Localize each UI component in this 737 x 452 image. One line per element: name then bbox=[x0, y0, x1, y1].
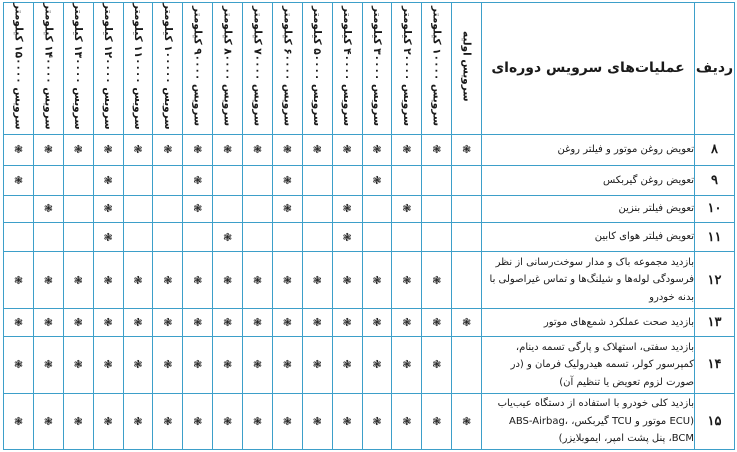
header-row bbox=[4, 3, 735, 135]
empty-cell bbox=[243, 222, 273, 251]
service-header bbox=[392, 3, 422, 135]
flower-mark-icon: ❃ bbox=[133, 414, 143, 428]
empty-cell bbox=[4, 195, 34, 222]
flower-mark-icon: ❃ bbox=[342, 143, 352, 157]
service-mark-cell bbox=[4, 134, 34, 166]
flower-mark-icon: ❃ bbox=[133, 143, 143, 157]
flower-mark-icon: ❃ bbox=[73, 316, 83, 330]
service-mark-cell bbox=[392, 393, 422, 449]
service-mark-cell bbox=[302, 252, 332, 308]
service-header bbox=[362, 3, 392, 135]
flower-mark-icon: ❃ bbox=[103, 230, 113, 244]
flower-mark-icon: ❃ bbox=[282, 173, 292, 187]
operation-description: بازدید مجموعه باک و مدار سوخت‌رسانی از نظر فرسودگی لوله‌ها و شیلنگ‌ها و تماس غیراصولی با بدنه خودرو bbox=[482, 252, 695, 308]
service-mark-cell bbox=[243, 308, 273, 336]
service-header-label: سرویس ۱۵۰۰۰۰ کیلومتر bbox=[12, 3, 25, 130]
service-mark-cell bbox=[183, 308, 213, 336]
row-number: ۱۰ bbox=[695, 195, 735, 222]
service-mark-cell bbox=[153, 308, 183, 336]
service-header bbox=[302, 3, 332, 135]
flower-mark-icon: ❃ bbox=[402, 316, 412, 330]
flower-mark-icon: ❃ bbox=[432, 316, 442, 330]
service-mark-cell bbox=[123, 252, 153, 308]
service-mark-cell bbox=[302, 337, 332, 393]
service-mark-cell bbox=[33, 393, 63, 449]
empty-cell bbox=[302, 166, 332, 195]
table-row bbox=[4, 308, 735, 336]
service-mark-cell bbox=[33, 195, 63, 222]
service-header bbox=[243, 3, 273, 135]
table-row bbox=[4, 222, 735, 251]
service-mark-cell bbox=[183, 393, 213, 449]
service-header-label: سرویس ۸۰۰۰۰ کیلومتر bbox=[221, 6, 234, 127]
flower-mark-icon: ❃ bbox=[193, 202, 203, 216]
empty-cell bbox=[153, 195, 183, 222]
flower-mark-icon: ❃ bbox=[342, 273, 352, 287]
operation-description: تعویض روغن گیربکس bbox=[482, 166, 695, 195]
service-mark-cell bbox=[332, 222, 362, 251]
flower-mark-icon: ❃ bbox=[282, 273, 292, 287]
service-mark-cell bbox=[302, 393, 332, 449]
service-header bbox=[4, 3, 34, 135]
empty-cell bbox=[452, 222, 482, 251]
flower-mark-icon: ❃ bbox=[222, 230, 233, 244]
service-mark-cell bbox=[63, 252, 93, 308]
service-mark-cell bbox=[33, 337, 63, 393]
service-mark-cell bbox=[63, 308, 93, 336]
service-mark-cell bbox=[452, 134, 482, 166]
flower-mark-icon: ❃ bbox=[103, 143, 113, 157]
flower-mark-icon: ❃ bbox=[282, 316, 292, 330]
service-mark-cell bbox=[93, 134, 123, 166]
flower-mark-icon: ❃ bbox=[432, 143, 442, 157]
service-mark-cell bbox=[213, 393, 243, 449]
flower-mark-icon: ❃ bbox=[342, 202, 352, 216]
service-header bbox=[93, 3, 123, 135]
flower-mark-icon: ❃ bbox=[13, 173, 24, 187]
flower-mark-icon: ❃ bbox=[402, 143, 412, 157]
flower-mark-icon: ❃ bbox=[43, 143, 53, 157]
empty-cell bbox=[302, 222, 332, 251]
service-mark-cell bbox=[272, 308, 302, 336]
flower-mark-icon: ❃ bbox=[252, 316, 263, 330]
empty-cell bbox=[332, 166, 362, 195]
flower-mark-icon: ❃ bbox=[312, 414, 322, 428]
service-mark-cell bbox=[183, 337, 213, 393]
service-mark-cell bbox=[362, 134, 392, 166]
service-mark-cell bbox=[422, 337, 452, 393]
flower-mark-icon: ❃ bbox=[193, 143, 203, 157]
service-mark-cell bbox=[392, 252, 422, 308]
service-mark-cell bbox=[4, 308, 34, 336]
service-mark-cell bbox=[93, 252, 123, 308]
flower-mark-icon: ❃ bbox=[282, 202, 292, 216]
service-header bbox=[213, 3, 243, 135]
table-row bbox=[4, 252, 735, 308]
flower-mark-icon: ❃ bbox=[342, 316, 352, 330]
flower-mark-icon: ❃ bbox=[103, 316, 113, 330]
service-mark-cell bbox=[153, 252, 183, 308]
flower-mark-icon: ❃ bbox=[222, 414, 233, 428]
empty-cell bbox=[422, 166, 452, 195]
flower-mark-icon: ❃ bbox=[312, 358, 322, 372]
service-mark-cell bbox=[243, 134, 273, 166]
operation-description: بازدید کلی خودرو با استفاده از دستگاه عیب‌یاب (ECU موتور و TCU گیربکس، ABS-Airbag، BCM، پنل پشت امپر، ایموبلایزر) bbox=[482, 393, 695, 449]
service-mark-cell bbox=[33, 252, 63, 308]
operation-description: تعویض روغن موتور و فیلتر روغن bbox=[482, 134, 695, 166]
service-header-label: سرویس ۷۰۰۰۰ کیلومتر bbox=[251, 6, 264, 127]
empty-cell bbox=[123, 166, 153, 195]
flower-mark-icon: ❃ bbox=[43, 316, 53, 330]
empty-cell bbox=[422, 195, 452, 222]
service-mark-cell bbox=[123, 393, 153, 449]
service-mark-cell bbox=[33, 308, 63, 336]
service-mark-cell bbox=[272, 393, 302, 449]
service-mark-cell bbox=[392, 134, 422, 166]
service-mark-cell bbox=[123, 134, 153, 166]
service-mark-cell bbox=[243, 252, 273, 308]
table-row bbox=[4, 337, 735, 393]
flower-mark-icon: ❃ bbox=[163, 316, 173, 330]
service-mark-cell bbox=[362, 166, 392, 195]
service-mark-cell bbox=[183, 195, 213, 222]
flower-mark-icon: ❃ bbox=[461, 316, 472, 330]
flower-mark-icon: ❃ bbox=[432, 414, 442, 428]
flower-mark-icon: ❃ bbox=[461, 143, 472, 157]
service-mark-cell bbox=[272, 195, 302, 222]
flower-mark-icon: ❃ bbox=[432, 273, 442, 287]
flower-mark-icon: ❃ bbox=[43, 414, 53, 428]
flower-mark-icon: ❃ bbox=[312, 316, 322, 330]
service-mark-cell bbox=[362, 337, 392, 393]
flower-mark-icon: ❃ bbox=[73, 414, 83, 428]
service-header-label: سرویس اولیه bbox=[460, 30, 473, 102]
flower-mark-icon: ❃ bbox=[461, 414, 472, 428]
service-mark-cell bbox=[4, 166, 34, 195]
empty-cell bbox=[422, 222, 452, 251]
service-mark-cell bbox=[332, 393, 362, 449]
service-header-label: سرویس ۱۳۰۰۰۰ کیلومتر bbox=[72, 3, 85, 130]
service-mark-cell bbox=[63, 337, 93, 393]
service-mark-cell bbox=[213, 308, 243, 336]
empty-cell bbox=[302, 195, 332, 222]
flower-mark-icon: ❃ bbox=[73, 273, 83, 287]
flower-mark-icon: ❃ bbox=[282, 358, 292, 372]
service-header-label: سرویس ۱۱۰۰۰۰ کیلومتر bbox=[131, 3, 144, 130]
service-mark-cell bbox=[4, 252, 34, 308]
service-mark-cell bbox=[93, 166, 123, 195]
flower-mark-icon: ❃ bbox=[222, 273, 233, 287]
flower-mark-icon: ❃ bbox=[372, 414, 382, 428]
empty-cell bbox=[123, 195, 153, 222]
service-mark-cell bbox=[93, 195, 123, 222]
service-mark-cell bbox=[452, 308, 482, 336]
flower-mark-icon: ❃ bbox=[252, 414, 263, 428]
service-mark-cell bbox=[183, 134, 213, 166]
flower-mark-icon: ❃ bbox=[193, 358, 203, 372]
flower-mark-icon: ❃ bbox=[402, 358, 412, 372]
flower-mark-icon: ❃ bbox=[163, 273, 173, 287]
service-schedule-table bbox=[3, 2, 735, 450]
service-mark-cell bbox=[272, 252, 302, 308]
service-mark-cell bbox=[422, 252, 452, 308]
service-mark-cell bbox=[183, 252, 213, 308]
service-mark-cell bbox=[243, 337, 273, 393]
service-mark-cell bbox=[153, 393, 183, 449]
flower-mark-icon: ❃ bbox=[13, 358, 24, 372]
flower-mark-icon: ❃ bbox=[73, 358, 83, 372]
service-mark-cell bbox=[213, 134, 243, 166]
service-header bbox=[63, 3, 93, 135]
flower-mark-icon: ❃ bbox=[103, 358, 113, 372]
row-number: ۱۲ bbox=[695, 252, 735, 308]
empty-cell bbox=[452, 252, 482, 308]
service-header-label: سرویس ۳۰۰۰۰ کیلومتر bbox=[370, 6, 383, 127]
service-header-label: سرویس ۵۰۰۰۰ کیلومتر bbox=[311, 6, 324, 127]
operation-description: تعویض فیلتر بنزین bbox=[482, 195, 695, 222]
flower-mark-icon: ❃ bbox=[372, 316, 382, 330]
flower-mark-icon: ❃ bbox=[13, 414, 24, 428]
flower-mark-icon: ❃ bbox=[222, 143, 233, 157]
table-row bbox=[4, 134, 735, 166]
empty-cell bbox=[33, 222, 63, 251]
service-header-label: سرویس ۹۰۰۰۰ کیلومتر bbox=[191, 6, 204, 127]
service-mark-cell bbox=[302, 134, 332, 166]
row-number: ۹ bbox=[695, 166, 735, 195]
flower-mark-icon: ❃ bbox=[342, 358, 352, 372]
empty-cell bbox=[452, 166, 482, 195]
service-mark-cell bbox=[93, 222, 123, 251]
flower-mark-icon: ❃ bbox=[13, 316, 24, 330]
flower-mark-icon: ❃ bbox=[103, 202, 113, 216]
row-number: ۸ bbox=[695, 134, 735, 166]
flower-mark-icon: ❃ bbox=[312, 143, 322, 157]
table-body bbox=[4, 134, 735, 449]
flower-mark-icon: ❃ bbox=[432, 358, 442, 372]
service-mark-cell bbox=[213, 252, 243, 308]
service-header bbox=[123, 3, 153, 135]
flower-mark-icon: ❃ bbox=[133, 358, 143, 372]
empty-cell bbox=[243, 195, 273, 222]
flower-mark-icon: ❃ bbox=[193, 173, 203, 187]
service-mark-cell bbox=[332, 134, 362, 166]
flower-mark-icon: ❃ bbox=[43, 273, 53, 287]
service-header bbox=[272, 3, 302, 135]
row-number: ۱۵ bbox=[695, 393, 735, 449]
service-mark-cell bbox=[213, 222, 243, 251]
empty-cell bbox=[362, 195, 392, 222]
service-mark-cell bbox=[63, 134, 93, 166]
flower-mark-icon: ❃ bbox=[282, 143, 292, 157]
flower-mark-icon: ❃ bbox=[312, 273, 322, 287]
flower-mark-icon: ❃ bbox=[402, 414, 412, 428]
empty-cell bbox=[183, 222, 213, 251]
flower-mark-icon: ❃ bbox=[43, 358, 53, 372]
empty-cell bbox=[63, 222, 93, 251]
flower-mark-icon: ❃ bbox=[193, 414, 203, 428]
table-row bbox=[4, 166, 735, 195]
flower-mark-icon: ❃ bbox=[13, 273, 24, 287]
flower-mark-icon: ❃ bbox=[342, 414, 352, 428]
flower-mark-icon: ❃ bbox=[43, 202, 53, 216]
flower-mark-icon: ❃ bbox=[103, 414, 113, 428]
operation-description: بازدید صحت عملکرد شمع‌های موتور bbox=[482, 308, 695, 336]
empty-cell bbox=[243, 166, 273, 195]
service-mark-cell bbox=[272, 337, 302, 393]
service-mark-cell bbox=[392, 195, 422, 222]
flower-mark-icon: ❃ bbox=[193, 273, 203, 287]
flower-mark-icon: ❃ bbox=[252, 143, 263, 157]
flower-mark-icon: ❃ bbox=[73, 143, 83, 157]
empty-cell bbox=[33, 166, 63, 195]
empty-cell bbox=[123, 222, 153, 251]
flower-mark-icon: ❃ bbox=[372, 173, 382, 187]
flower-mark-icon: ❃ bbox=[282, 414, 292, 428]
service-header-label: سرویس ۴۰۰۰۰ کیلومتر bbox=[341, 6, 354, 127]
service-mark-cell bbox=[213, 337, 243, 393]
service-mark-cell bbox=[243, 393, 273, 449]
flower-mark-icon: ❃ bbox=[342, 230, 352, 244]
service-mark-cell bbox=[332, 252, 362, 308]
service-mark-cell bbox=[153, 134, 183, 166]
flower-mark-icon: ❃ bbox=[372, 358, 382, 372]
service-mark-cell bbox=[183, 166, 213, 195]
service-header bbox=[33, 3, 63, 135]
service-mark-cell bbox=[422, 134, 452, 166]
service-mark-cell bbox=[392, 308, 422, 336]
service-mark-cell bbox=[4, 393, 34, 449]
flower-mark-icon: ❃ bbox=[193, 316, 203, 330]
service-mark-cell bbox=[332, 308, 362, 336]
flower-mark-icon: ❃ bbox=[252, 273, 263, 287]
service-mark-cell bbox=[362, 393, 392, 449]
service-mark-cell bbox=[272, 166, 302, 195]
operation-description: بازدید سفتی، استهلاک و پارگی تسمه دینام، کمپرسور کولر، تسمه هیدرولیک فرمان و (در صورت لزوم تعویض یا تنظیم آن) bbox=[482, 337, 695, 393]
service-mark-cell bbox=[93, 393, 123, 449]
service-header-label: سرویس ۱۰۰۰۰ کیلومتر bbox=[430, 6, 443, 127]
flower-mark-icon: ❃ bbox=[103, 173, 113, 187]
service-header bbox=[452, 3, 482, 135]
service-mark-cell bbox=[153, 337, 183, 393]
empty-cell bbox=[153, 166, 183, 195]
flower-mark-icon: ❃ bbox=[163, 143, 173, 157]
service-header bbox=[332, 3, 362, 135]
empty-cell bbox=[362, 222, 392, 251]
empty-cell bbox=[392, 166, 422, 195]
service-mark-cell bbox=[93, 337, 123, 393]
service-mark-cell bbox=[123, 337, 153, 393]
service-mark-cell bbox=[362, 308, 392, 336]
service-mark-cell bbox=[63, 393, 93, 449]
flower-mark-icon: ❃ bbox=[163, 414, 173, 428]
service-mark-cell bbox=[123, 308, 153, 336]
service-mark-cell bbox=[272, 134, 302, 166]
service-header-label: سرویس ۱۴۰۰۰۰ کیلومتر bbox=[42, 3, 55, 130]
flower-mark-icon: ❃ bbox=[133, 273, 143, 287]
service-mark-cell bbox=[422, 308, 452, 336]
empty-cell bbox=[153, 222, 183, 251]
service-mark-cell bbox=[362, 252, 392, 308]
flower-mark-icon: ❃ bbox=[402, 202, 412, 216]
service-header bbox=[422, 3, 452, 135]
service-mark-cell bbox=[33, 134, 63, 166]
flower-mark-icon: ❃ bbox=[372, 143, 382, 157]
empty-cell bbox=[452, 337, 482, 393]
empty-cell bbox=[213, 166, 243, 195]
empty-cell bbox=[392, 222, 422, 251]
service-header-label: سرویس ۶۰۰۰۰ کیلومتر bbox=[281, 6, 294, 127]
service-mark-cell bbox=[93, 308, 123, 336]
flower-mark-icon: ❃ bbox=[402, 273, 412, 287]
service-header-label: سرویس ۱۰۰۰۰۰ کیلومتر bbox=[161, 3, 174, 130]
service-mark-cell bbox=[392, 337, 422, 393]
service-header bbox=[183, 3, 213, 135]
table-row bbox=[4, 195, 735, 222]
flower-mark-icon: ❃ bbox=[13, 143, 24, 157]
service-header-label: سرویس ۲۰۰۰۰ کیلومتر bbox=[400, 6, 413, 127]
operation-description: تعویض فیلتر هوای کابین bbox=[482, 222, 695, 251]
table-row bbox=[4, 393, 735, 449]
service-mark-cell bbox=[422, 393, 452, 449]
flower-mark-icon: ❃ bbox=[103, 273, 113, 287]
row-number: ۱۱ bbox=[695, 222, 735, 251]
empty-cell bbox=[63, 166, 93, 195]
empty-cell bbox=[63, 195, 93, 222]
flower-mark-icon: ❃ bbox=[252, 358, 263, 372]
service-header-label: سرویس ۱۲۰۰۰۰ کیلومتر bbox=[102, 3, 115, 130]
flower-mark-icon: ❃ bbox=[222, 316, 233, 330]
flower-mark-icon: ❃ bbox=[222, 358, 233, 372]
service-mark-cell bbox=[452, 393, 482, 449]
flower-mark-icon: ❃ bbox=[163, 358, 173, 372]
service-header bbox=[153, 3, 183, 135]
radif-header: ردیف bbox=[695, 3, 735, 135]
service-mark-cell bbox=[302, 308, 332, 336]
empty-cell bbox=[213, 195, 243, 222]
row-number: ۱۴ bbox=[695, 337, 735, 393]
empty-cell bbox=[4, 222, 34, 251]
empty-cell bbox=[272, 222, 302, 251]
empty-cell bbox=[452, 195, 482, 222]
flower-mark-icon: ❃ bbox=[372, 273, 382, 287]
service-mark-cell bbox=[332, 195, 362, 222]
row-number: ۱۳ bbox=[695, 308, 735, 336]
flower-mark-icon: ❃ bbox=[133, 316, 143, 330]
service-mark-cell bbox=[4, 337, 34, 393]
operations-header: عملیات‌های سرویس دوره‌ای bbox=[482, 3, 695, 135]
service-mark-cell bbox=[332, 337, 362, 393]
